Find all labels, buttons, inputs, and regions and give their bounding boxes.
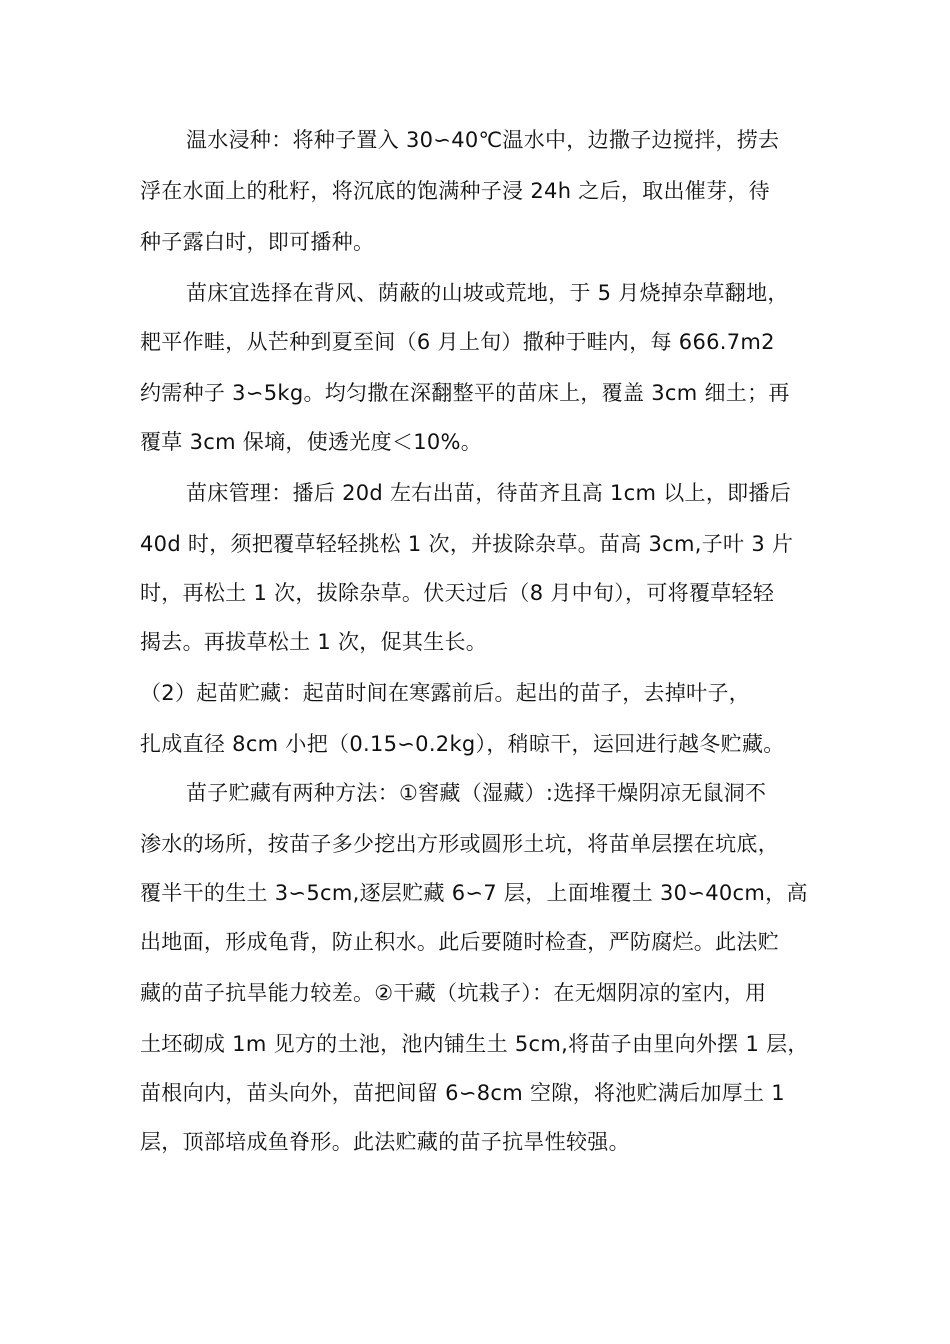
para-5-line-4: 出地面，形成龟背，防止积水。此后要随时检查，严防腐烂。此法贮 <box>140 930 779 954</box>
para-2-line-1: 苗床宜选择在背风、荫蔽的山坡或荒地，于 5 月烧掉杂草翻地， <box>186 281 789 305</box>
para-5-line-5: 藏的苗子抗旱能力较差。②干藏（坑栽子）：在无烟阴凉的室内，用 <box>140 981 767 1005</box>
para-5-line-6: 土坯砌成 1m 见方的土池，池内铺生土 5cm,将苗子由里向外摆 1 层， <box>140 1032 809 1056</box>
para-5-line-8: 层，顶部培成鱼脊形。此法贮藏的苗子抗旱性较强。 <box>140 1130 630 1154</box>
para-5-line-2: 渗水的场所，按苗子多少挖出方形或圆形土坑，将苗单层摆在坑底， <box>140 832 779 856</box>
para-3-line-4: 揭去。再拔草松土 1 次，促其生长。 <box>140 630 488 654</box>
para-5-line-3: 覆半干的生土 3∽5cm,逐层贮藏 6∽7 层，上面堆覆土 30∽40cm，高 <box>140 881 808 905</box>
para-5-line-1: 苗子贮藏有两种方法：①窖藏（湿藏）:选择干燥阴凉无鼠洞不 <box>186 781 767 805</box>
para-3-line-3: 时，再松土 1 次，拔除杂草。伏天过后（8 月中旬），可将覆草轻轻 <box>140 581 775 605</box>
para-4-line-2: 扎成直径 8cm 小把（0.15∽0.2kg），稍晾干，运回进行越冬贮藏。 <box>140 732 785 756</box>
para-3-line-1: 苗床管理：播后 20d 左右出苗，待苗齐且高 1cm 以上，即播后 <box>186 481 792 505</box>
para-5-line-7: 苗根向内，苗头向外，苗把间留 6∽8cm 空隙，将池贮满后加厚土 1 <box>140 1081 785 1105</box>
para-2-line-2: 耙平作畦，从芒种到夏至间（6 月上旬）撒种于畦内，每 666.7m2 <box>140 330 775 354</box>
para-3-line-2: 40d 时，须把覆草轻轻挑松 1 次，并拔除杂草。苗高 3cm,子叶 3 片 <box>140 532 794 556</box>
para-1-line-2: 浮在水面上的秕籽，将沉底的饱满种子浸 24h 之后，取出催芽，待 <box>140 179 770 203</box>
para-1-line-3: 种子露白时，即可播种。 <box>140 230 375 254</box>
para-2-line-3: 约需种子 3∽5kg。均匀撒在深翻整平的苗床上，覆盖 3cm 细土；再 <box>140 381 790 405</box>
para-4-line-1: （2）起苗贮藏：起苗时间在寒露前后。起出的苗子，去掉叶子， <box>140 681 751 705</box>
para-1-line-1: 温水浸种：将种子置入 30∽40℃温水中，边撒子边搅拌，捞去 <box>186 128 780 152</box>
para-2-line-4: 覆草 3cm 保墒，使透光度＜10%。 <box>140 430 483 454</box>
